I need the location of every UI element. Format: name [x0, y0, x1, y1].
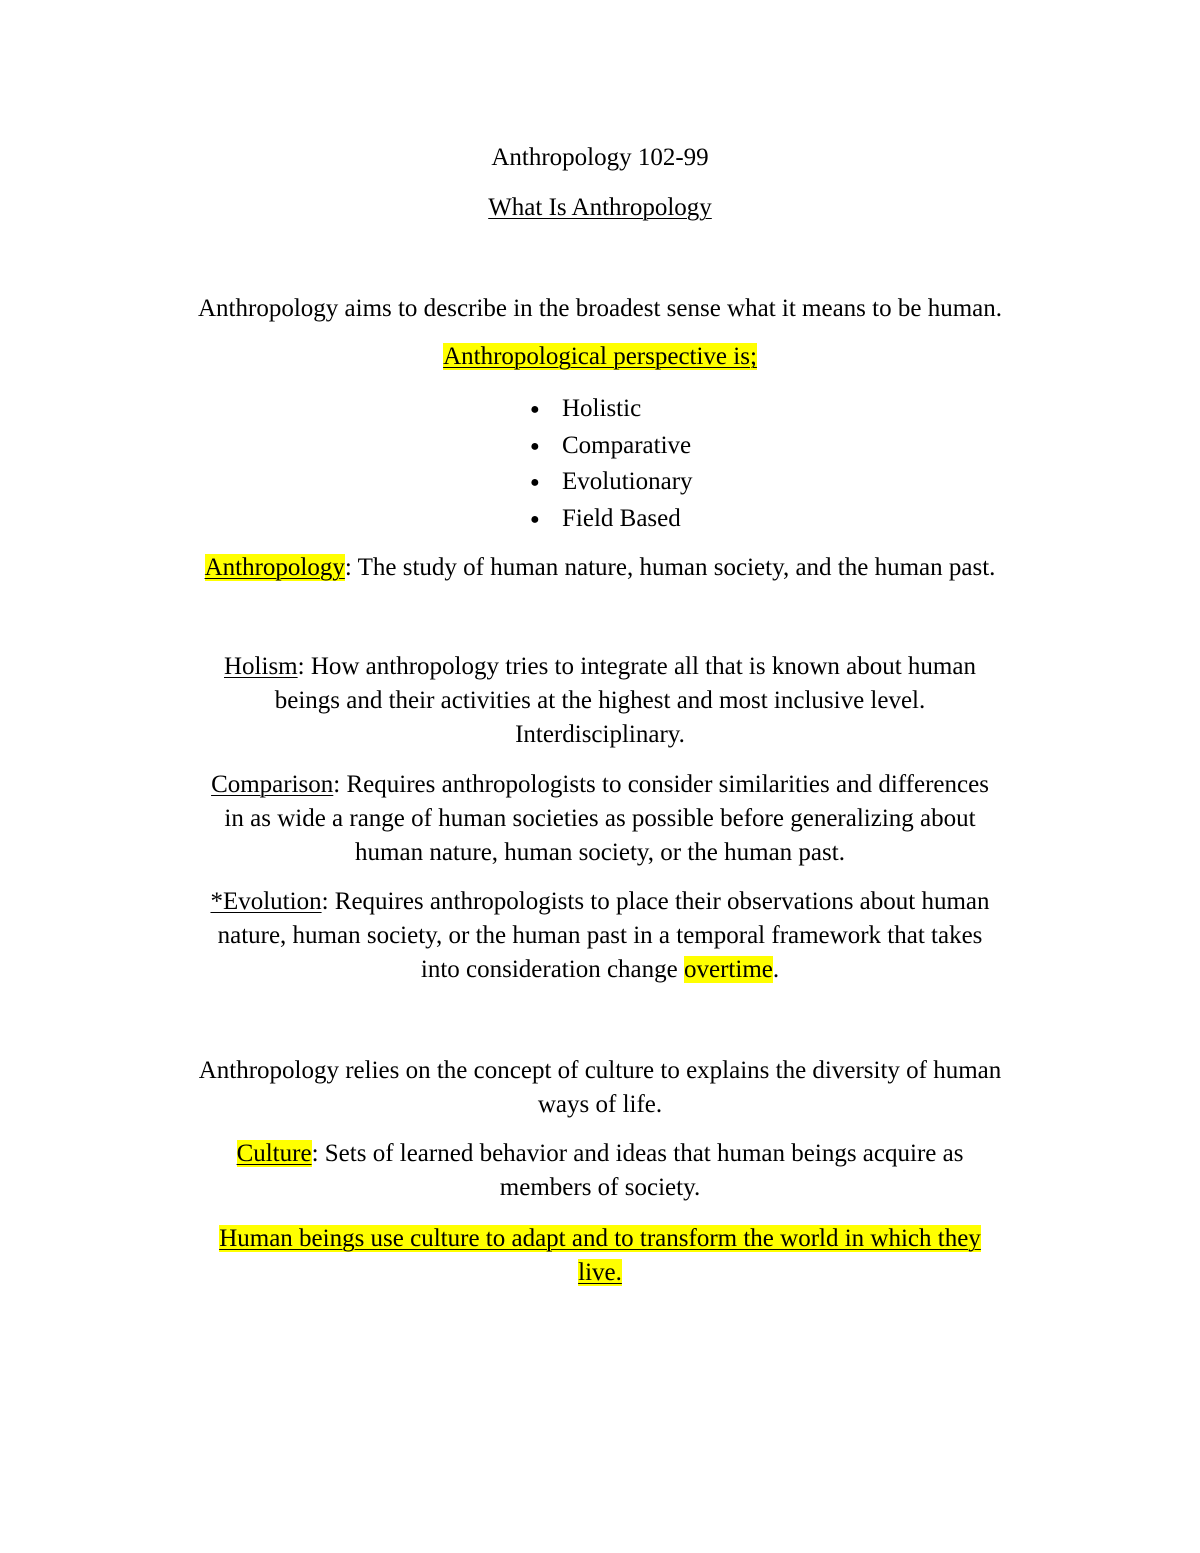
evolution-line3-post: .: [772, 956, 780, 983]
bullet-icon: ●: [530, 510, 540, 528]
holism-line-2: beings and their activities at the highest and most inclusive level.: [274, 687, 926, 714]
comparison-term: Comparison: [211, 771, 334, 798]
conclusion-text-2: live.: [578, 1259, 622, 1286]
comparison-text: Requires anthropologists to consider similarities and differences: [340, 771, 989, 798]
culture-definition-line-1: [0, 1137, 1200, 1171]
evolution-line-3: [0, 953, 1200, 987]
evolution-line-1: [0, 885, 1200, 919]
holism-line-1: [0, 650, 1200, 684]
list-item: [530, 428, 693, 465]
anthropology-definition: [0, 551, 1200, 585]
definition-text: The study of human nature, human society, and the human past.: [351, 554, 996, 581]
list-item-label: Comparative: [562, 431, 692, 459]
holism-separator: :: [297, 653, 305, 680]
evolution-term: *Evolution: [210, 888, 322, 915]
culture-text: Sets of learned behavior and ideas that human beings acquire as: [318, 1140, 964, 1167]
evolution-separator: :: [321, 888, 329, 915]
evolution-text: Requires anthropologists to place their observations about human: [328, 888, 990, 915]
definition-term: Anthropology: [204, 554, 345, 581]
perspective-list: [530, 391, 693, 537]
list-item: [530, 391, 693, 428]
conclusion-text-1: Human beings use culture to adapt and to transform the world in which they: [219, 1225, 981, 1252]
list-item: [530, 464, 693, 501]
culture-definition-line-2: members of society.: [499, 1174, 701, 1201]
culture-separator: :: [311, 1140, 319, 1167]
document-subtitle: [0, 191, 1200, 225]
evolution-line3-pre: into consideration change: [420, 956, 684, 983]
holism-text: How anthropology tries to integrate all that is known about human: [304, 653, 976, 680]
definition-separator: :: [344, 554, 352, 581]
conclusion-line-1: [0, 1222, 1200, 1256]
perspective-heading-text: Anthropological perspective is;: [443, 343, 757, 370]
comparison-line-1: [0, 768, 1200, 802]
comparison-line-2: in as wide a range of human societies as possible before generalizing about: [224, 805, 976, 832]
subtitle-text: What Is Anthropology: [488, 194, 712, 221]
comparison-line-3: human nature, human society, or the human past.: [355, 839, 845, 866]
intro-paragraph: Anthropology aims to describe in the broadest sense what it means to be human.: [198, 295, 1002, 322]
bullet-icon: ●: [530, 437, 540, 455]
bullet-icon: ●: [530, 401, 540, 418]
holism-line-3: Interdisciplinary.: [515, 721, 685, 748]
culture-intro-line-2: ways of life.: [537, 1091, 663, 1118]
comparison-separator: :: [333, 771, 341, 798]
overtime-highlight: overtime: [684, 956, 773, 983]
list-item: [530, 501, 693, 538]
list-item-label: Holistic: [562, 395, 642, 422]
bullet-icon: ●: [530, 474, 540, 491]
culture-term: Culture: [236, 1140, 312, 1167]
perspective-heading: [0, 340, 1200, 374]
list-item-label: Evolutionary: [562, 468, 693, 495]
list-item-label: Field Based: [562, 504, 681, 532]
evolution-line-2: nature, human society, or the human past in a temporal framework that takes: [217, 922, 983, 949]
culture-intro-line-1: Anthropology relies on the concept of culture to explains the diversity of human: [198, 1057, 1002, 1084]
conclusion-line-2: [0, 1256, 1200, 1290]
document-title: Anthropology 102-99: [491, 144, 709, 171]
holism-term: Holism: [224, 653, 298, 680]
